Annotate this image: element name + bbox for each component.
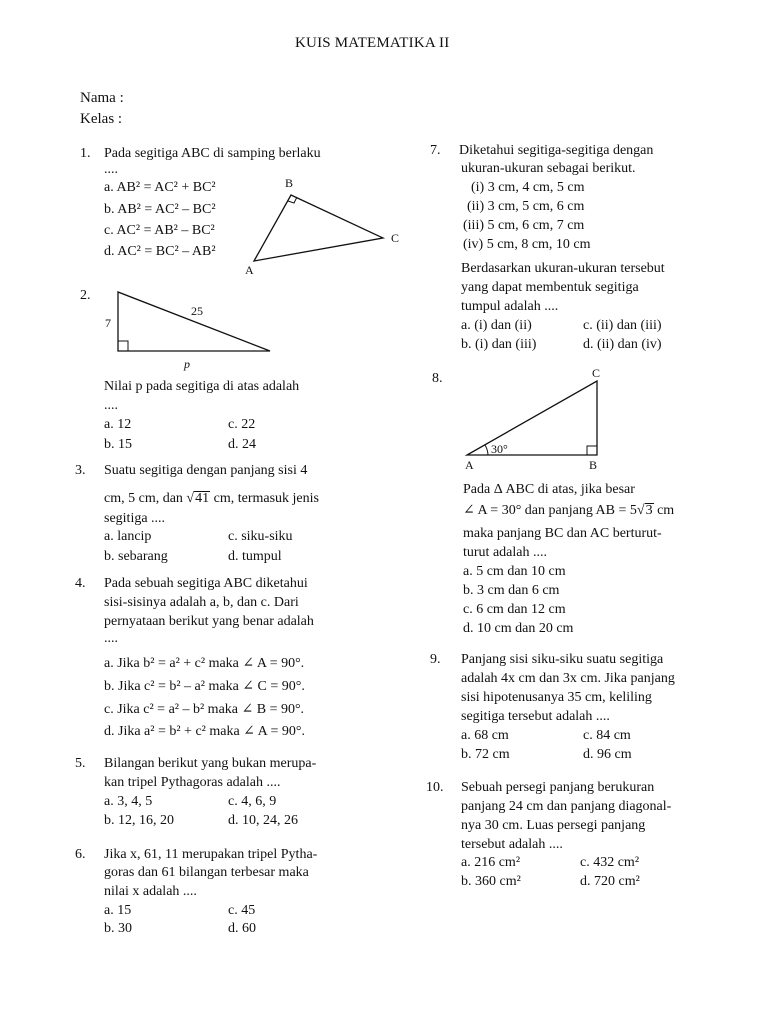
q9-line2: adalah 4x cm dan 3x cm. Jika panjang <box>461 671 675 686</box>
q3-radicand: 41 <box>195 491 210 506</box>
q8-triangle-figure <box>465 366 600 472</box>
q4-line4: .... <box>104 631 118 646</box>
q10-number: 10. <box>426 780 444 795</box>
q7-number: 7. <box>430 143 441 158</box>
q5-option-d: d. 10, 24, 26 <box>228 813 298 828</box>
q6-option-c: c. 45 <box>228 903 256 918</box>
q4-number: 4. <box>75 576 86 591</box>
q9-line3: sisi hipotenusanya 35 cm, keliling <box>461 690 652 705</box>
q1-number: 1. <box>80 146 91 161</box>
q9-option-d: d. 96 cm <box>583 747 632 762</box>
q7-item-3: (iii) 5 cm, 6 cm, 7 cm <box>463 218 585 233</box>
q2-text: Nilai p pada segitiga di atas adalah <box>104 379 300 394</box>
q7-line4: yang dapat membentuk segitiga <box>461 280 639 295</box>
q8-option-a: a. 5 cm dan 10 cm <box>463 564 566 579</box>
q1-triangle-figure <box>245 176 399 277</box>
q8-line1: Pada Δ ABC di atas, jika besar <box>463 482 635 497</box>
q5-option-c: c. 4, 6, 9 <box>228 794 277 809</box>
q9-line4: segitiga tersebut adalah .... <box>461 709 610 724</box>
q2-option-a: a. 12 <box>104 417 132 432</box>
q1-label-c: C <box>391 231 400 245</box>
q7-option-c: c. (ii) dan (iii) <box>583 318 662 333</box>
q4-line1: Pada sebuah segitiga ABC diketahui <box>104 576 308 591</box>
q6-line1: Jika x, 61, 11 merupakan tripel Pytha- <box>104 847 318 862</box>
q1-label-b: B <box>285 176 294 190</box>
q2-triangle-figure <box>105 292 270 371</box>
q9-option-a: a. 68 cm <box>461 728 509 743</box>
q8-line2: ∠ A = 30° dan panjang AB = 5√3 cm <box>463 503 675 518</box>
q4-line2: sisi-sisinya adalah a, b, dan c. Dari <box>104 595 299 610</box>
q10-line1: Sebuah persegi panjang berukuran <box>461 780 655 795</box>
q9-option-c: c. 84 cm <box>583 728 631 743</box>
q4-option-b: b. Jika c² = b² – a² maka ∠ C = 90°. <box>104 679 305 694</box>
q5-line1: Bilangan berikut yang bukan merupa- <box>104 756 317 771</box>
q2-option-c: c. 22 <box>228 417 256 432</box>
q7-option-a: a. (i) dan (ii) <box>461 318 532 333</box>
q3-number: 3. <box>75 463 86 478</box>
q3-line1: Suatu segitiga dengan panjang sisi 4 <box>104 463 308 478</box>
q3-option-d: d. tumpul <box>228 549 282 564</box>
q6-number: 6. <box>75 847 86 862</box>
q10-line2: panjang 24 cm dan panjang diagonal- <box>461 799 672 814</box>
q1-text-cont: .... <box>104 162 118 177</box>
q8-option-b: b. 3 cm dan 6 cm <box>463 583 560 598</box>
q2-option-d: d. 24 <box>228 437 256 452</box>
q6-option-a: a. 15 <box>104 903 132 918</box>
q5-line2: kan tripel Pythagoras adalah .... <box>104 775 281 790</box>
q8-option-c: c. 6 cm dan 12 cm <box>463 602 566 617</box>
q3-line3: segitiga .... <box>104 511 166 526</box>
q4-line3: pernyataan berikut yang benar adalah <box>104 614 314 629</box>
q2-label-base: p <box>184 357 190 371</box>
q4-option-a: a. Jika b² = a² + c² maka ∠ A = 90°. <box>104 656 305 671</box>
q10-option-b: b. 360 cm² <box>461 874 521 889</box>
q8-number: 8. <box>432 371 443 386</box>
q8-label-b: B <box>589 458 598 472</box>
q7-item-4: (iv) 5 cm, 8 cm, 10 cm <box>463 237 591 252</box>
q7-line5: tumpul adalah .... <box>461 299 559 314</box>
q2-label-hyp: 25 <box>191 304 203 318</box>
q4-option-c: c. Jika c² = a² – b² maka ∠ B = 90°. <box>104 702 305 717</box>
q8-line3: maka panjang BC dan AC berturut- <box>463 526 662 541</box>
q3-option-b: b. sebarang <box>104 549 168 564</box>
q8-radicand: 3 <box>645 503 653 518</box>
q1-option-c: c. AC² = AB² – BC² <box>104 223 215 238</box>
q8-label-angle: 30° <box>491 442 508 456</box>
q6-line2: goras dan 61 bilangan terbesar maka <box>104 865 309 880</box>
q6-option-d: d. 60 <box>228 921 256 936</box>
q3-option-c: c. siku-siku <box>228 529 293 544</box>
q7-line1: Diketahui segitiga-segitiga dengan <box>459 143 654 158</box>
q3-option-a: a. lancip <box>104 529 152 544</box>
q1-option-d: d. AC² = BC² – AB² <box>104 244 216 259</box>
q4-option-d: d. Jika a² = b² + c² maka ∠ A = 90°. <box>104 724 305 739</box>
q2-label-side: 7 <box>105 316 111 330</box>
nama-label: Nama : <box>80 90 124 106</box>
q1-label-a: A <box>245 263 254 277</box>
q2-text-cont: .... <box>104 398 118 413</box>
q7-option-d: d. (ii) dan (iv) <box>583 337 662 352</box>
q10-line3: nya 30 cm. Luas persegi panjang <box>461 818 646 833</box>
q9-line1: Panjang sisi siku-siku suatu segitiga <box>461 652 664 667</box>
q7-option-b: b. (i) dan (iii) <box>461 337 537 352</box>
q7-line3: Berdasarkan ukuran-ukuran tersebut <box>461 261 665 276</box>
q5-option-a: a. 3, 4, 5 <box>104 794 153 809</box>
q6-line3: nilai x adalah .... <box>104 884 197 899</box>
q10-option-d: d. 720 cm² <box>580 874 640 889</box>
q2-option-b: b. 15 <box>104 437 132 452</box>
q8-option-d: d. 10 cm dan 20 cm <box>463 621 574 636</box>
q1-option-a: a. AB² = AC² + BC² <box>104 180 216 195</box>
q9-option-b: b. 72 cm <box>461 747 510 762</box>
q6-option-b: b. 30 <box>104 921 132 936</box>
q8-label-a: A <box>465 458 474 472</box>
kelas-label: Kelas : <box>80 111 123 127</box>
q1-text: Pada segitiga ABC di samping berlaku <box>104 146 321 161</box>
q2-number: 2. <box>80 288 91 303</box>
q8-line4: turut adalah .... <box>463 545 547 560</box>
q5-option-b: b. 12, 16, 20 <box>104 813 174 828</box>
q9-number: 9. <box>430 652 441 667</box>
q10-option-a: a. 216 cm² <box>461 855 521 870</box>
q7-line2: ukuran-ukuran sebagai berikut. <box>461 161 636 176</box>
q5-number: 5. <box>75 756 86 771</box>
q10-option-c: c. 432 cm² <box>580 855 640 870</box>
q8-label-c: C <box>592 366 601 380</box>
q10-line4: tersebut adalah .... <box>461 837 563 852</box>
page-title: KUIS MATEMATIKA II <box>295 35 450 51</box>
q1-option-b: b. AB² = AC² – BC² <box>104 202 216 217</box>
q3-line2: cm, 5 cm, dan √41 cm, termasuk jenis <box>104 491 319 506</box>
q7-item-2: (ii) 3 cm, 5 cm, 6 cm <box>467 199 585 214</box>
q7-item-1: (i) 3 cm, 4 cm, 5 cm <box>471 180 585 195</box>
